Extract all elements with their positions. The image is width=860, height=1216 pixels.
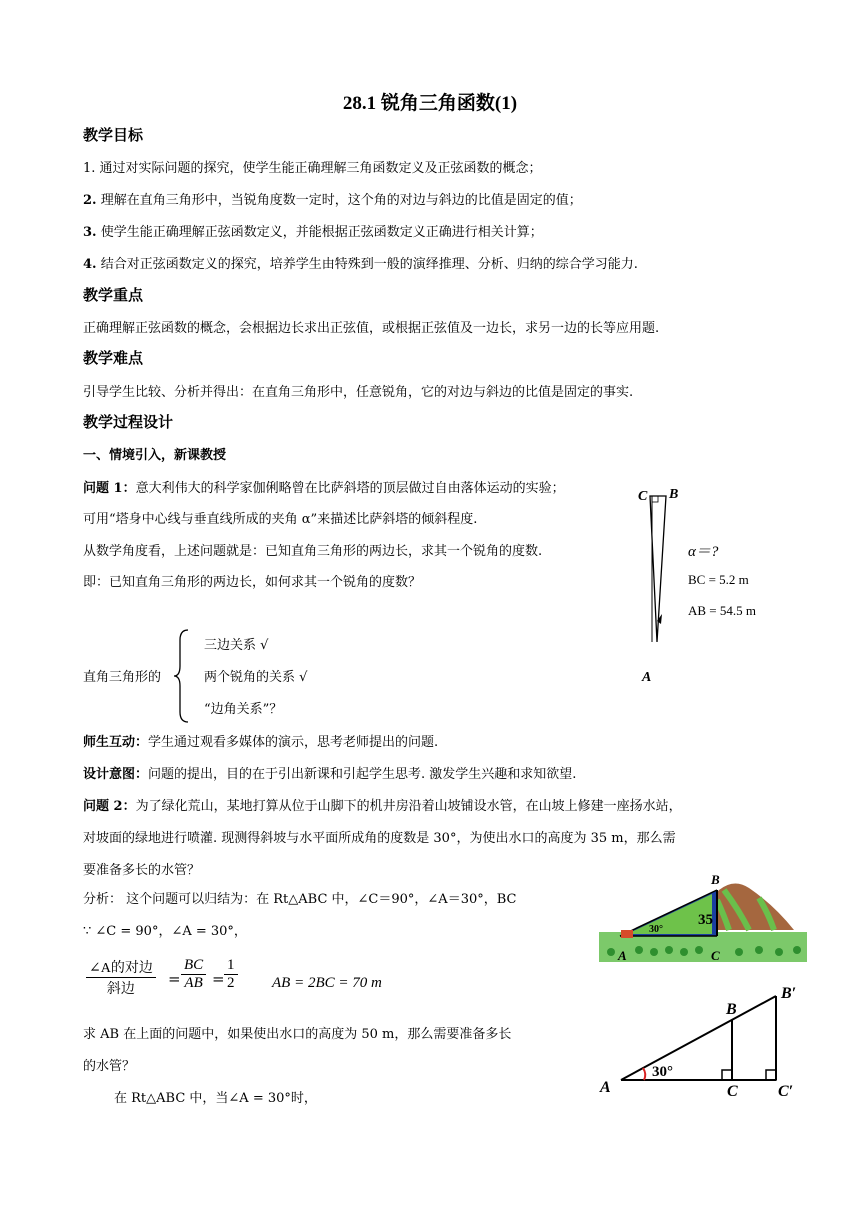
- fraction-denominator: AB: [184, 975, 203, 991]
- hill-label-b: B: [711, 872, 720, 887]
- result-equation: AB = 2BC = 70 m: [272, 975, 382, 991]
- equals-sign: =: [212, 970, 225, 988]
- problem2-line3: 要准备多长的水管？: [83, 863, 201, 878]
- fraction-denominator: 2: [227, 975, 235, 991]
- sim-label-c-prime: C′: [778, 1083, 794, 1100]
- fraction-numerator: BC: [181, 957, 206, 975]
- last-line: 在 Rt△ABC 中，当∠A = 30°时，: [114, 1091, 317, 1106]
- goal-item-4: [83, 253, 638, 272]
- hill-angle-label: 30°: [649, 924, 663, 935]
- brace-item-2: 两个锐角的关系 √: [204, 670, 308, 685]
- sim-label-b-prime: B′: [781, 985, 797, 1002]
- difficulty-text: 引导学生比较、分析并得出：在直角三角形中，任意锐角，它的对边与斜边的比值是固定的事实.: [83, 385, 634, 400]
- goal-text: 结合对正弦函数定义的探究，培养学生由特殊到一般的演绎推理、分析、归纳的综合学习能力.: [100, 257, 638, 272]
- problem2-line2: 对坡面的绿地进行喷灌. 现测得斜坡与水平面所成角的度数是 30°，为使出水口的高度为 35 m，那么需: [83, 831, 676, 846]
- problem1-line1: [83, 477, 565, 496]
- key-text: 正确理解正弦函数的概念，会根据边长求出正弦值，或根据正弦值及一边长，求另一边的长等应用题.: [83, 321, 660, 336]
- goal-text: 使学生能正确理解正弦函数定义，并能根据正弦函数定义正确进行相关计算；: [100, 225, 543, 240]
- goal-item-1: [83, 157, 542, 176]
- tower-bc: BC = 5.2 m: [688, 572, 749, 587]
- goal-text: 通过对实际问题的探究，使学生能正确理解三角函数定义及正弦函数的概念；: [99, 161, 542, 176]
- interaction-label: 师生互动：: [83, 735, 149, 750]
- tower-figure: [630, 482, 790, 687]
- brace-icon: [172, 628, 194, 724]
- problem2-line1: [83, 795, 682, 814]
- brace-label: 直角三角形的: [83, 670, 162, 685]
- fraction-numerator: ∠A的对边: [86, 957, 156, 978]
- design-label: 设计意图：: [83, 767, 149, 782]
- goal-item-3: [83, 221, 543, 240]
- sim-angle-label: 30°: [652, 1064, 673, 1080]
- problem1-line2: 可用“塔身中心线与垂直线所成的夹角 α”来描述比萨斜塔的倾斜程度.: [83, 512, 478, 527]
- tower-label-a: A: [642, 670, 652, 685]
- brace-item-3: “边角关系”？: [204, 702, 283, 717]
- analysis-line1: 分析： 这个问题可以归结为：在 Rt△ABC 中，∠C＝90°，∠A＝30°，BC: [83, 892, 517, 907]
- hill-label-a: A: [618, 948, 627, 963]
- goal-number: 4.: [83, 257, 97, 272]
- interaction-text: 学生通过观看多媒体的演示，思考老师提出的问题.: [148, 735, 439, 750]
- equals-sign: =: [168, 970, 181, 988]
- sim-label-b: B: [726, 1001, 737, 1018]
- tower-label-b: B: [669, 487, 679, 502]
- tower-alpha: α＝?: [688, 544, 719, 560]
- page-title: 28.1 锐角三角函数(1): [342, 93, 518, 114]
- process-heading: 教学过程设计: [83, 413, 174, 431]
- analysis-line2: ∵ ∠C = 90°，∠A = 30°，: [83, 924, 247, 939]
- problem2-label: 问题 2：: [83, 799, 136, 814]
- question-line1: 求 AB 在上面的问题中，如果使出水口的高度为 50 m，那么需要准备多长: [83, 1027, 512, 1042]
- difficulty-heading: 教学难点: [83, 349, 144, 367]
- fraction-bc-over-ab: [181, 957, 206, 992]
- fraction-numerator: 1: [224, 957, 238, 975]
- interaction-line: [83, 731, 438, 750]
- problem1-label: 问题 1：: [83, 481, 136, 496]
- goal-number: 3.: [83, 225, 97, 240]
- hill-height-label: 35: [698, 912, 713, 928]
- question-line2: 的水管？: [83, 1059, 136, 1074]
- brace-item-1: 三边关系 √: [204, 638, 269, 653]
- tower-ab: AB = 54.5 m: [688, 603, 757, 618]
- hill-figure: [599, 870, 807, 965]
- hill-label-c: C: [711, 948, 720, 963]
- key-heading: 教学重点: [83, 286, 144, 304]
- design-text: 问题的提出，目的在于引出新课和引起学生思考. 激发学生兴趣和求知欲望.: [148, 767, 577, 782]
- fraction-denominator: 斜边: [106, 982, 135, 997]
- sim-label-c: C: [727, 1083, 738, 1100]
- similar-triangles-figure: [598, 980, 808, 1100]
- part1-heading: 一、情境引入，新课教授: [83, 448, 227, 463]
- tower-label-c: C: [638, 489, 648, 504]
- goal-item-2: [83, 189, 582, 208]
- fraction-opposite-over-hypotenuse: [86, 957, 156, 998]
- goal-text: 理解在直角三角形中，当锐角度数一定时，这个角的对边与斜边的比值是固定的值；: [100, 193, 582, 208]
- fraction-one-half: [224, 957, 238, 992]
- goal-number: 1.: [83, 161, 96, 176]
- goal-number: 2.: [83, 193, 97, 208]
- problem1-line4: 即：已知直角三角形的两边长，如何求其一个锐角的度数？: [83, 575, 422, 590]
- problem2-text: 为了绿化荒山，某地打算从位于山脚下的机井房沿着山坡铺设水管，在山坡上修建一座扬水站，: [135, 799, 682, 814]
- problem1-text: 意大利伟大的科学家伽俐略曾在比萨斜塔的顶层做过自由落体运动的实验；: [135, 481, 565, 496]
- sim-label-a: A: [600, 1079, 611, 1096]
- goals-heading: 教学目标: [83, 126, 144, 144]
- problem1-line3: 从数学角度看，上述问题就是：已知直角三角形的两边长，求其一个锐角的度数.: [83, 544, 543, 559]
- design-line: [83, 763, 576, 782]
